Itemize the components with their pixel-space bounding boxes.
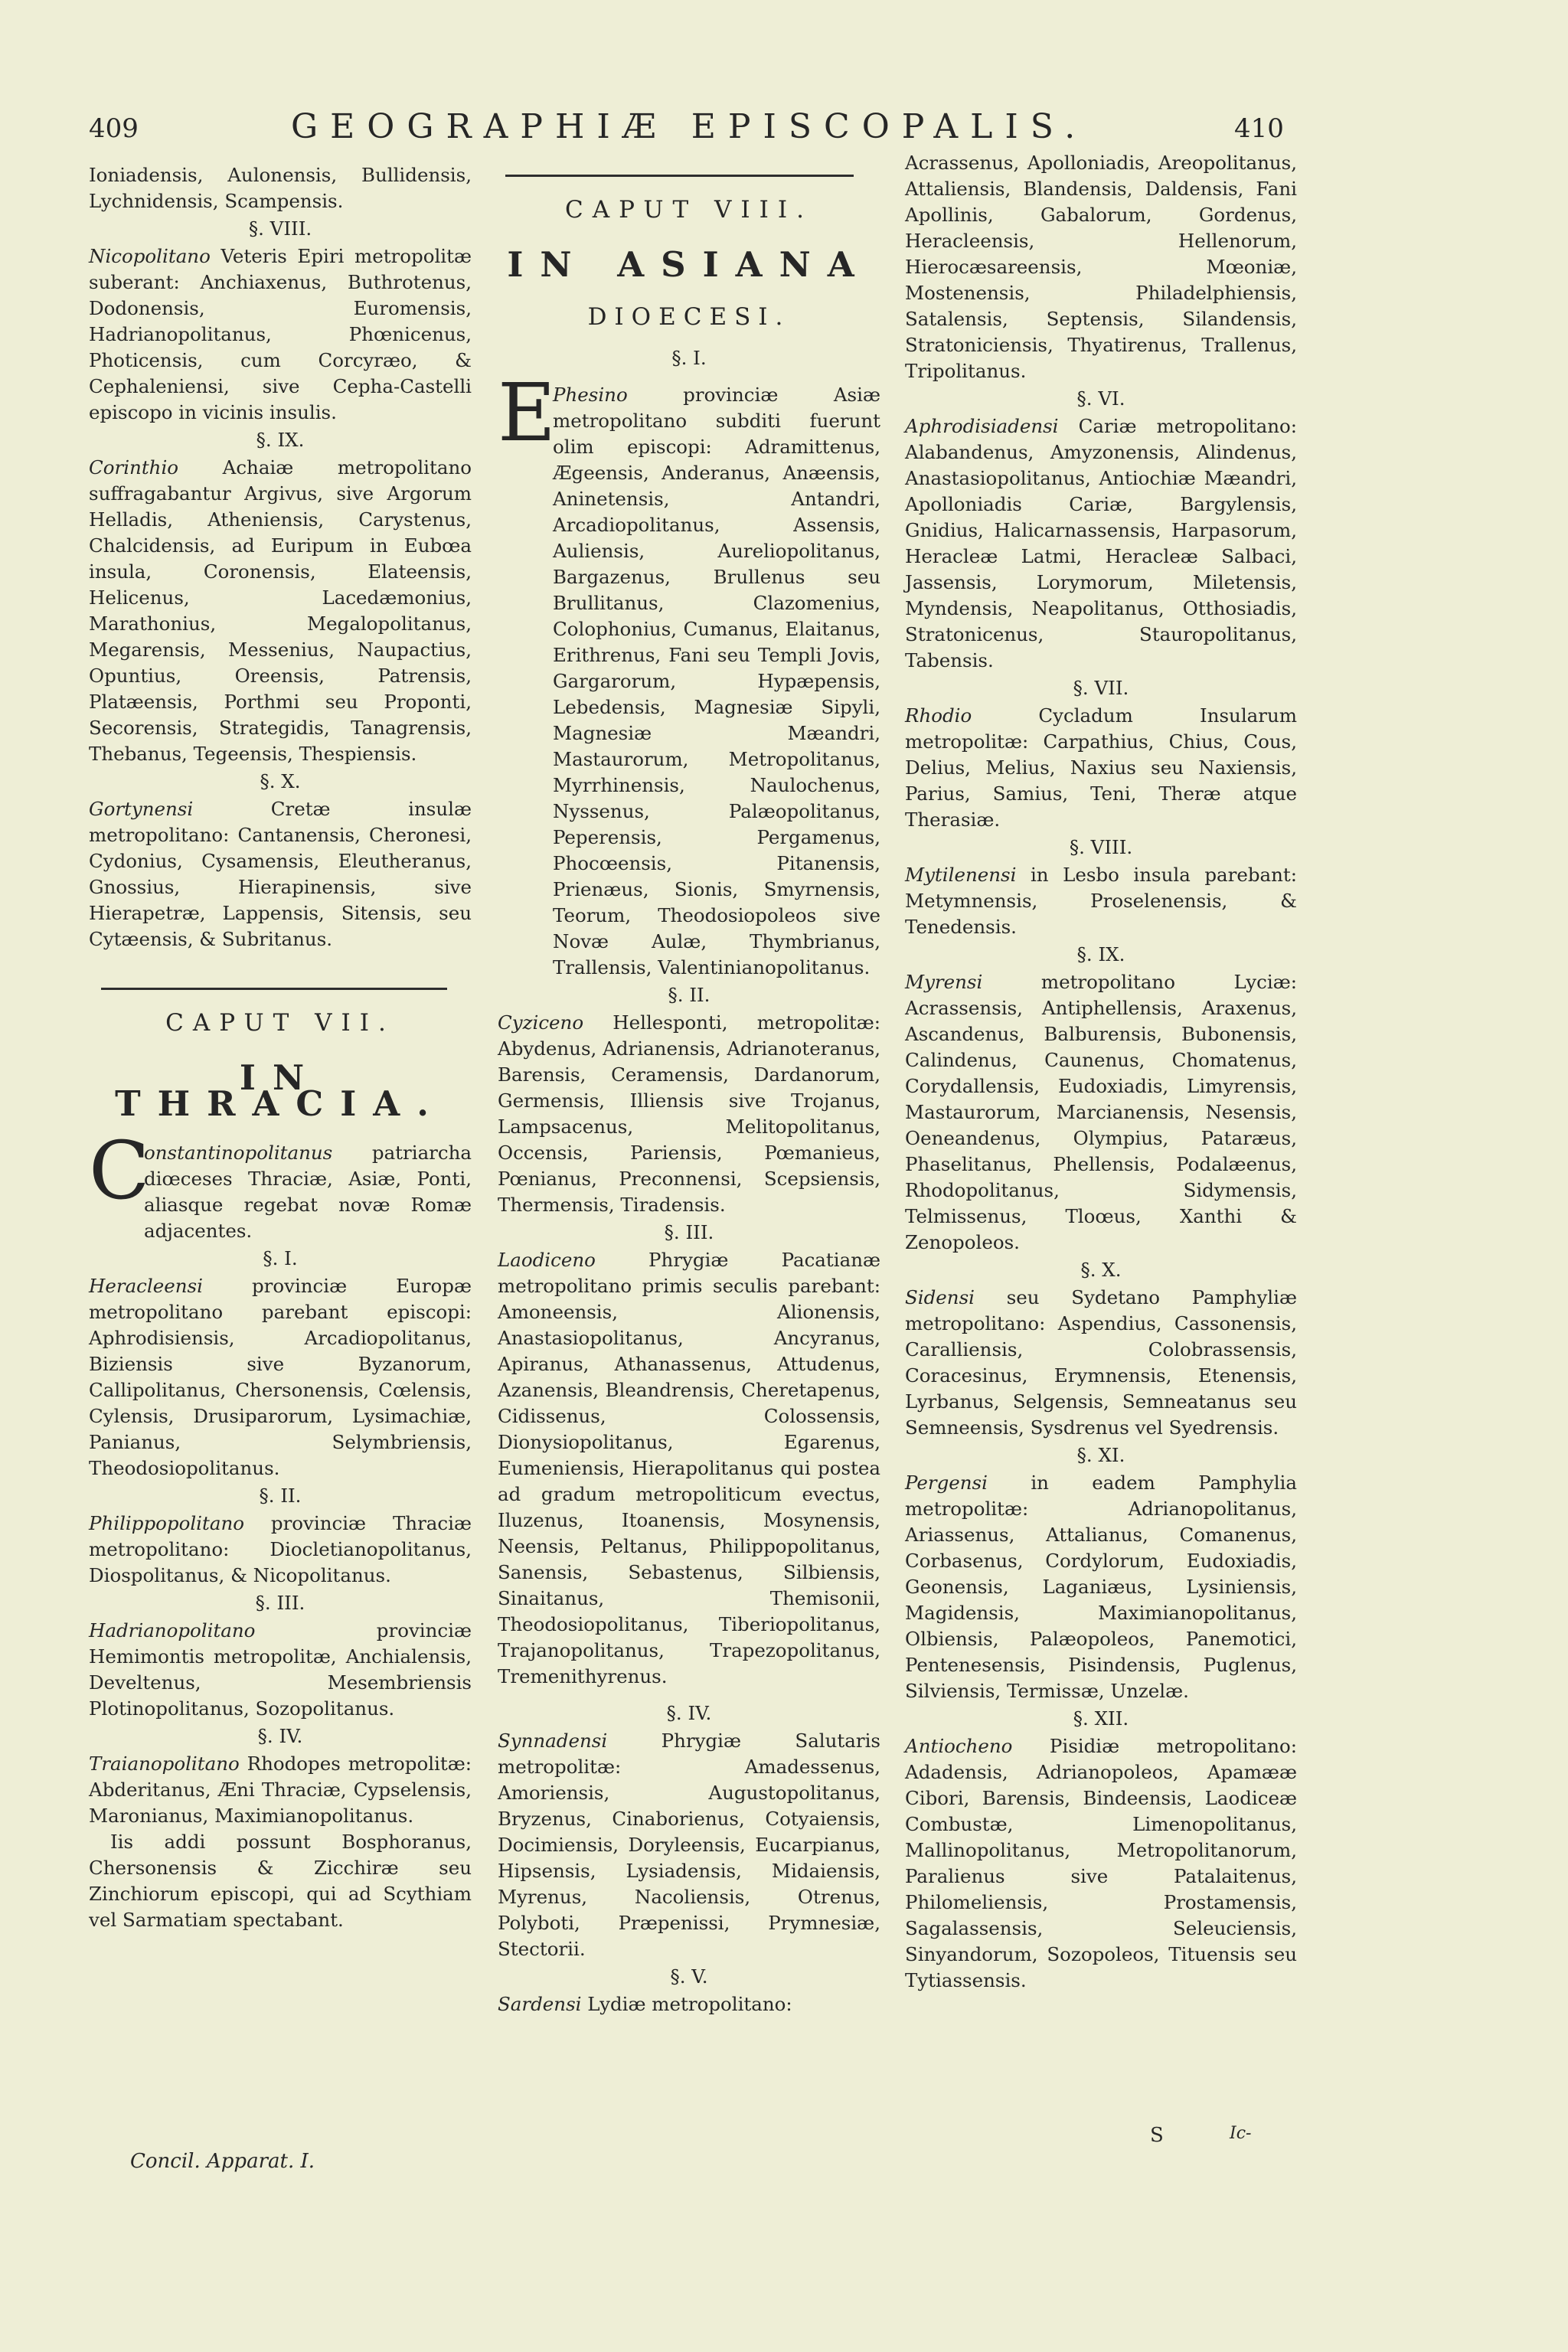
chapter-region-title: IN THRACIA. — [115, 1057, 446, 1124]
signature-mark: S — [1150, 2124, 1164, 2147]
chapter-subtitle: DIOECESI. — [587, 303, 791, 331]
paragraph — [89, 1751, 472, 1829]
paragraph — [905, 413, 1297, 674]
lemma: Rhodio — [905, 704, 972, 727]
section-heading: §. VIII. — [1069, 836, 1133, 858]
paragraph — [498, 1247, 880, 1690]
drop-cap: C — [89, 1124, 150, 1217]
lemma: Aphrodisiadensi — [905, 415, 1059, 437]
chapter-label: CAPUT VII. — [165, 1009, 395, 1037]
lemma: Traianopolitano — [89, 1753, 240, 1775]
lemma: Laodiceno — [498, 1249, 596, 1271]
section-heading: §. XI. — [1076, 1444, 1125, 1466]
section-heading: §. VI. — [1076, 387, 1125, 410]
section-heading: §. VII. — [1073, 677, 1129, 699]
paragraph-text: Pisidiæ metropolitano: Adadensis, Adrianopoleos, Apamææ Cibori, Barensis, Bindeensis, Laodiceæ Combustæ, Limenopolitanus, Mallinopolitanus, Metropolitanorum, Paralienus sive Patalaitenus, Philomeliensis, Prostamensis, Sagalassensis, Seleuciensis, Sinyandorum, Sozopoleos, Tituensis seu Tytiassensis. — [905, 1735, 1297, 1991]
paragraph-text: provinciæ Europæ metropolitano parebant episcopi: Aphrodisiensis, Arcadiopolitanus, Biziensis sive Byzanorum, Callipolitanus, Chersonensis, Cœlensis, Cylensis, Drusiparorum, Lysimachiæ, Panianus, Selymbriensis, Theodosiopolitanus. — [89, 1275, 472, 1479]
section-heading: §. I. — [263, 1247, 298, 1269]
lemma: Philippopolitano — [89, 1512, 244, 1534]
lemma: Gortynensi — [89, 798, 194, 820]
paragraph-text: metropolitano Lyciæ: Acrassensis, Antiphellensis, Araxenus, Ascandenus, Balburensis, Bubonensis, Calindenus, Caunenus, Chomatenus, Corydallensis, Eudoxiadis, Limyrensis, Mastaurorum, Marcianensis, Nesensis, Oeneandenus, Olympius, Pataræus, Phaselitanus, Phellensis, Podalæenus, Rhodopolitanus, Sidymensis, Telmissenus, Tloœus, Xanthi & Zenopoleos. — [905, 971, 1297, 1253]
lemma: Heracleensi — [89, 1275, 203, 1297]
paragraph — [89, 796, 472, 952]
paragraph-text: Cretæ insulæ metropolitano: Cantanensis, Cheronesi, Cydonius, Cysamensis, Eleutheranus, Gnossius, Hierapinensis, sive Hierapetræ, Lappensis, Sitensis, seu Cytæensis, & Subritanus. — [89, 798, 472, 950]
paragraph-text: provinciæ Hemimontis metropolitæ, Anchialensis, Develtenus, Mesembriensis Plotinopolitanus, Sozopolitanus. — [89, 1619, 472, 1720]
paragraph: Ioniadensis, Aulonensis, Bullidensis, Lychnidensis, Scampensis. — [89, 164, 472, 212]
paragraph: Iis addi possunt Bosphoranus, Chersonensis & Zicchiræ seu Zinchiorum episcopi, qui ad Scythiam vel Sarmatiam spectabant. — [89, 1831, 472, 1931]
paragraph — [905, 1470, 1297, 1704]
drop-cap: E — [498, 366, 556, 459]
paragraph-text: patriarcha diœceses Thraciæ, Asiæ, Ponti, aliasque regebat novæ Romæ adjacentes. — [144, 1142, 472, 1242]
lemma: Hadrianopolitano — [89, 1619, 256, 1642]
footer-note: Concil. Apparat. I. — [130, 2150, 315, 2173]
paragraph — [498, 1010, 880, 1218]
paragraph — [89, 1511, 472, 1589]
paragraph — [905, 969, 1297, 1256]
section-heading: §. I. — [671, 347, 707, 369]
lemma: onstantinopolitanus — [144, 1142, 333, 1164]
section-heading: §. IV. — [666, 1702, 712, 1724]
paragraph — [498, 1991, 880, 2017]
paragraph — [905, 862, 1297, 940]
paragraph — [89, 243, 472, 426]
page-number-left: 409 — [89, 113, 139, 144]
lemma: Myrensi — [905, 971, 983, 993]
lemma: Cyziceno — [498, 1011, 584, 1034]
paragraph — [89, 1273, 472, 1481]
paragraph — [905, 703, 1297, 833]
lemma: Sidensi — [905, 1286, 975, 1308]
chapter-label: CAPUT VIII. — [564, 196, 814, 224]
section-heading: §. XII. — [1073, 1707, 1129, 1730]
paragraph-text: Cycladum Insularum metropolitæ: Carpathius, Chius, Cous, Delius, Melius, Naxius seu Naxiensis, Parius, Samius, Teni, Theræ atque Therasiæ. — [905, 704, 1297, 831]
paragraph-text: Rhodopes metropolitæ: Abderitanus, Æni Thraciæ, Cypselensis, Maronianus, Maximianopolitanus. — [89, 1753, 472, 1827]
lemma: Mytilenensi — [905, 864, 1017, 886]
lemma: Phesino — [553, 384, 628, 406]
divider-rule — [101, 988, 447, 990]
running-head: GEOGRAPHIÆ EPISCOPALIS. — [291, 107, 1088, 146]
paragraph — [89, 1618, 472, 1722]
lemma: Synnadensi — [498, 1730, 608, 1752]
column-middle — [498, 175, 880, 2017]
paragraph-text: provinciæ Thraciæ metropolitano: Diocletianopolitanus, Diospolitanus, & Nicopolitanus. — [89, 1512, 472, 1586]
paragraph-text: Hellesponti, metropolitæ: Abydenus, Adrianensis, Adrianoteranus, Barensis, Ceramensis, Dardanorum, Germensis, Illiensis sive Trojanus, Lampsacenus, Melitopolitanus, Occensis, Pariensis, Pœmanieus, Pœnianus, Preconnensi, Scepsiensis, Thermensis, Tiradensis. — [498, 1011, 880, 1216]
paragraph-text: Lydiæ metropolitano: — [581, 1993, 792, 2015]
lemma: Nicopolitano — [89, 245, 211, 267]
paragraph: Acrassenus, Apolloniadis, Areopolitanus, Attaliensis, Blandensis, Daldensis, Fani Apollinis, Gabalorum, Gordenus, Heracleensis, Hellenorum, Hierocæsareensis, Mœoniæ, Mostenensis, Philadelphiensis, Satalensis, Septensis, Silandensis, Stratoniciensis, Thyatirenus, Trallenus, Tripolitanus. — [905, 152, 1297, 382]
paragraph-text: seu Sydetano Pamphyliæ metropolitano: Aspendius, Cassonensis, Caralliensis, Colobrassensis, Coracesinus, Erymnensis, Etenensis, Lyrbanus, Selgensis, Semneatanus seu Semneensis, Sysdrenus vel Syedrensis. — [905, 1286, 1297, 1439]
lemma: Antiocheno — [905, 1735, 1013, 1757]
paragraph-text: Veteris Epiri metropolitæ suberant: Anchiaxenus, Buthrotenus, Dodonensis, Euromensis, Hadrianopolitanus, Phœnicenus, Photicensis, cum Corcyræo, & Cephaleniensi, sive Cepha-Castelli episcopo in vicinis insulis. — [89, 245, 472, 423]
section-heading: §. III. — [255, 1592, 305, 1614]
section-heading: §. II. — [668, 984, 710, 1006]
paragraph-text: provinciæ Asiæ metropolitano subditi fuerunt olim episcopi: Adramittenus, Ægeensis, Anderanus, Anæensis, Aninetensis, Antandri, Arcadiopolitanus, Assensis, Auliensis, Aureliopolitanus, Bargazenus, Brullenus seu Brullitanus, Clazomenius, Colophonius, Cumanus, Elaitanus, Erithrenus, Fani seu Templi Jovis, Gargarorum, Hypæpensis, Lebedensis, Magnesiæ Sipyli, Magnesiæ Mæandri, Mastaurorum, Metropolitanus, Myrrhinensis, Naulochenus, Nyssenus, Palæopolitanus, Peperensis, Pergamenus, Phocœensis, Pitanensis, Prienæus, Sionis, Smyrnensis, Teorum, Theodosiopoleos sive Novæ Aulæ, Thymbrianus, Trallensis, Valentinianopolitanus. — [553, 384, 880, 978]
section-heading: §. IX. — [1076, 943, 1125, 965]
catchword: Ic- — [1230, 2124, 1252, 2143]
section-heading: §. III. — [664, 1221, 714, 1243]
divider-rule — [505, 175, 854, 177]
paragraph-text: in eadem Pamphylia metropolitæ: Adrianopolitanus, Ariassenus, Attalianus, Comanenus, Corbasenus, Cordylorum, Eudoxiadis, Geonensis, Laganiæus, Lysiniensis, Magidensis, Maximianopolitanus, Olbiensis, Palæopoleos, Panemotici, Pentenesensis, Pisindensis, Puglenus, Silviensis, Termissæ, Unzelæ. — [905, 1472, 1297, 1702]
paragraph — [905, 1733, 1297, 1994]
lemma: Pergensi — [905, 1472, 988, 1494]
column-right — [905, 150, 1297, 1994]
paragraph-text: Phrygiæ Salutaris metropolitæ: Amadessenus, Amoriensis, Augustopolitanus, Bryzenus, Cinaborienus, Cotyaiensis, Docimiensis, Doryleensis, Eucarpianus, Hipsensis, Lysiadensis, Midaiensis, Myrenus, Nacoliensis, Otrenus, Polyboti, Præpenissi, Prymnesiæ, Stectorii. — [498, 1730, 880, 1960]
lemma: Corinthio — [89, 456, 179, 479]
column-left — [89, 162, 472, 1933]
paragraph-text: Cariæ metropolitano: Alabandenus, Amyzonensis, Alindenus, Anastasiopolitanus, Antiochiæ Mæandri, Apolloniadis Cariæ, Bargylensis, Gnidius, Halicarnassensis, Harpasorum, Heracleæ Latmi, Heracleæ Salbaci, Jassensis, Lorymorum, Miletensis, Myndensis, Neapolitanus, Otthosiadis, Stratonicenus, Stauropolitanus, Tabensis. — [905, 415, 1297, 671]
paragraph — [498, 366, 880, 981]
paragraph-text: Phrygiæ Pacatianæ metropolitano primis seculis parebant: Amoneensis, Alionensis, Anastasiopolitanus, Ancyranus, Apiranus, Athanassenus, Attudenus, Azanensis, Bleandrensis, Cheretapenus, Cidissenus, Colossensis, Dionysiopolitanus, Egarenus, Eumeniensis, Hierapolitanus qui postea ad gradum metropoliticum evectus, Iluzenus, Itoanensis, Mosynensis, Neensis, Peltanus, Philippopolitanus, Sanensis, Sebastenus, Silbiensis, Sinaitanus, Themisonii, Theodosiopolitanus, Tiberiopolitanus, Trajanopolitanus, Trapezopolitanus, Tremenithyrenus. — [498, 1249, 880, 1687]
section-heading: §. V. — [670, 1965, 708, 1988]
section-heading: §. IV. — [257, 1725, 303, 1747]
lemma: Sardensi — [498, 1993, 582, 2015]
chapter-region-title: IN ASIANA — [507, 244, 871, 285]
paragraph — [498, 1728, 880, 1962]
section-heading: §. X. — [1080, 1259, 1122, 1281]
section-heading: §. IX. — [256, 429, 305, 451]
paragraph-text: in Lesbo insula parebant: Metymnensis, Proselenensis, & Tenedensis. — [905, 864, 1297, 938]
page-number-right: 410 — [1234, 113, 1284, 144]
section-heading: §. II. — [259, 1485, 302, 1507]
paragraph — [89, 455, 472, 767]
paragraph — [89, 1124, 472, 1244]
paragraph — [905, 1285, 1297, 1441]
paragraph-text: Achaiæ metropolitano suffragabantur Argivus, sive Argorum Helladis, Atheniensis, Carystenus, Chalcidensis, ad Euripum in Eubœa insula, Coronensis, Elateensis, Helicenus, Lacedæmonius, Marathonius, Megalopolitanus, Megarensis, Messenius, Naupactius, Opuntius, Oreensis, Patrensis, Platæensis, Porthmi seu Proponti, Secorensis, Strategidis, Tanagrensis, Thebanus, Tegeensis, Thespiensis. — [89, 456, 472, 765]
section-heading: §. X. — [260, 770, 301, 792]
section-heading: §. VIII. — [248, 217, 312, 240]
